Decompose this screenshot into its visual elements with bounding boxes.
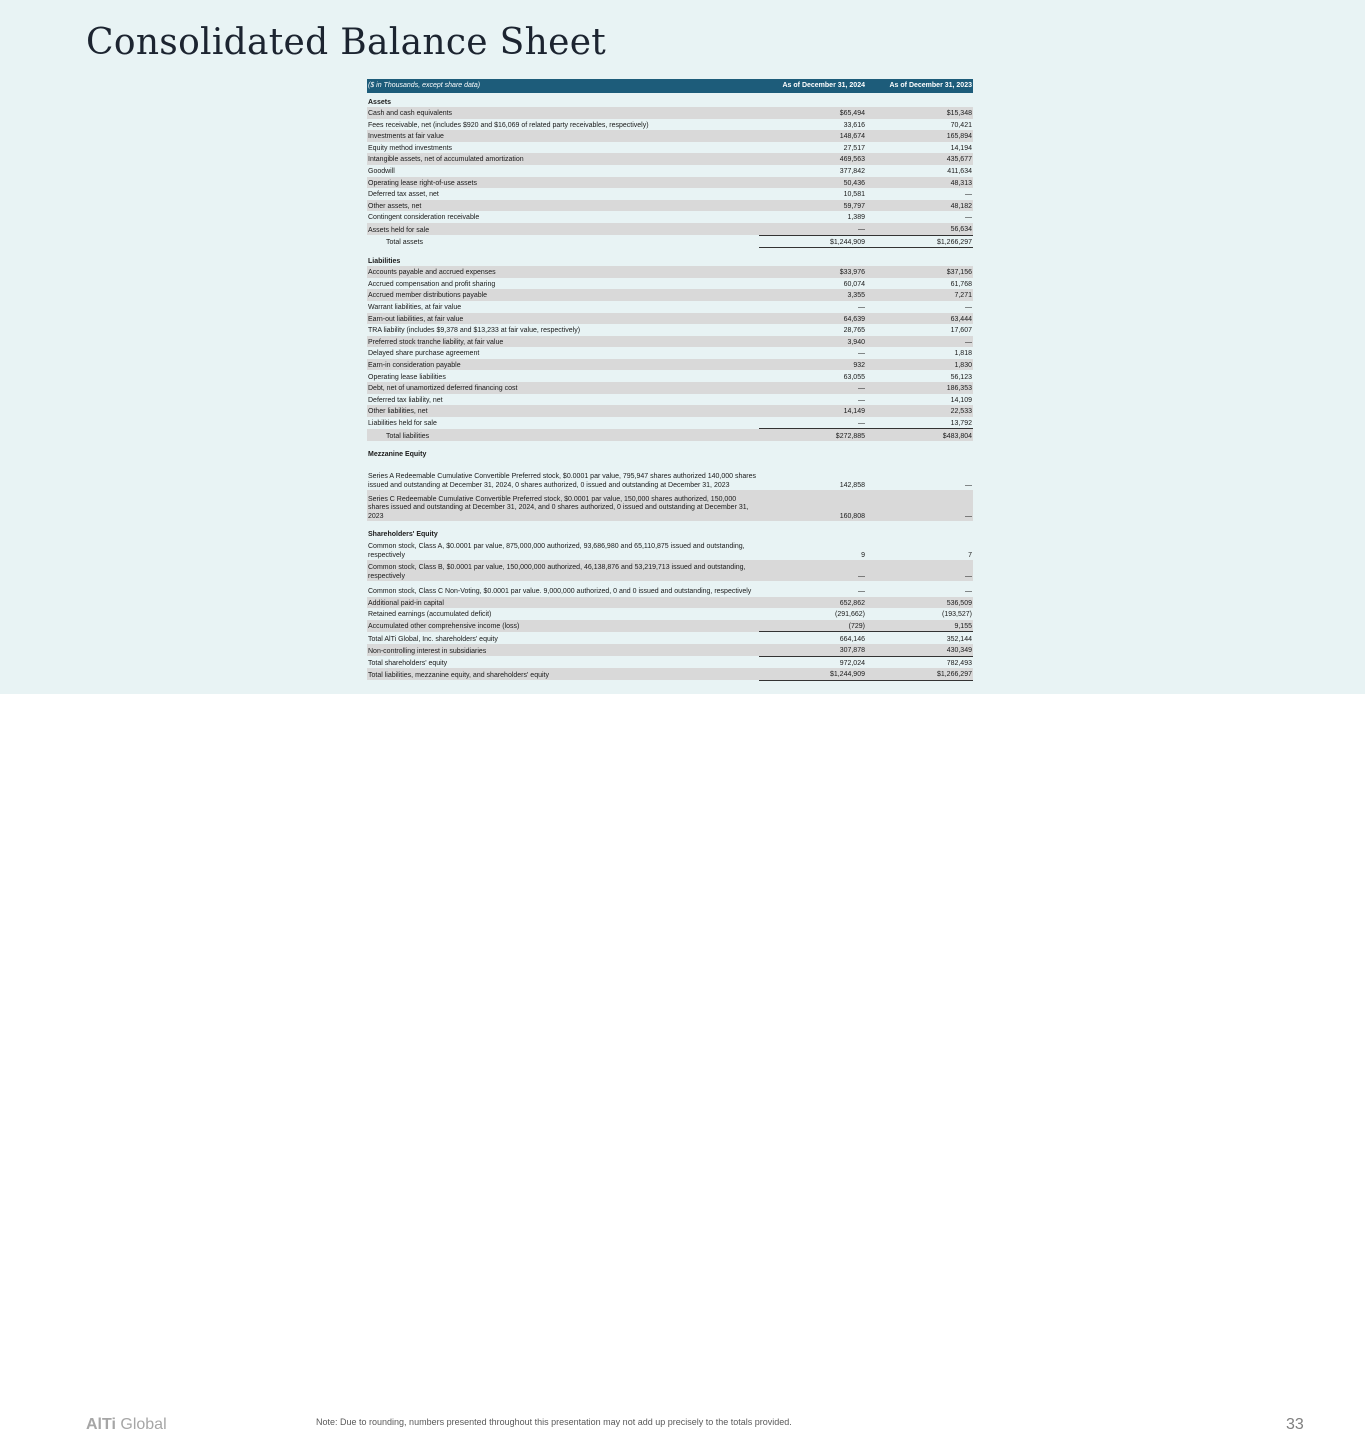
value-2024: — xyxy=(858,588,865,596)
table-row xyxy=(367,620,973,632)
row-label: Contingent consideration receivable xyxy=(368,214,480,222)
table-row xyxy=(367,597,973,609)
value-2024: 59,797 xyxy=(759,200,866,212)
row-label: Total liabilities, mezzanine equity, and shareholders' equity xyxy=(367,668,759,680)
value-2023: 48,313 xyxy=(866,177,973,189)
value-2023: 9,155 xyxy=(866,620,973,632)
company-logo xyxy=(86,1416,167,1434)
logo-bold: AlTi xyxy=(86,1416,116,1433)
value-2023 xyxy=(866,252,973,266)
table-row xyxy=(367,107,973,119)
value-2023: 1,830 xyxy=(866,359,973,371)
value-2024: $65,494 xyxy=(759,107,866,119)
value-2024: 28,765 xyxy=(843,327,865,335)
value-2024: 377,842 xyxy=(839,168,865,176)
table-row xyxy=(367,417,973,429)
row-label: Debt, net of unamortized deferred financing cost xyxy=(367,382,759,394)
table-row xyxy=(367,142,973,154)
row-label: Additional paid-in capital xyxy=(367,597,759,609)
section-header-row xyxy=(367,445,973,459)
value-2024: 10,581 xyxy=(843,191,865,199)
table-row xyxy=(367,177,973,189)
value-2023: 1,818 xyxy=(954,350,972,358)
row-label: Earn-out liabilities, at fair value xyxy=(367,313,759,325)
row-label: TRA liability (includes $9,378 and $13,233 at fair value, respectively) xyxy=(368,327,581,335)
row-label: Earn-in consideration payable xyxy=(367,359,759,371)
value-2023: — xyxy=(965,304,972,311)
page-title: Consolidated Balance Sheet xyxy=(86,22,607,63)
row-label: Common stock, Class A, $0.0001 par value, 875,000,000 authorized, 93,686,980 and 65,110,875 issued and outstanding, respectively xyxy=(368,543,745,559)
total-row xyxy=(367,429,973,441)
value-2024: (291,662) xyxy=(835,611,865,619)
value-2023: $1,266,297 xyxy=(866,668,973,680)
value-2024: (729) xyxy=(759,620,866,632)
value-2024: 664,146 xyxy=(759,632,866,644)
value-2024: 27,517 xyxy=(843,144,865,152)
table-row xyxy=(367,490,973,521)
value-2023: — xyxy=(965,191,972,199)
value-2024: 3,940 xyxy=(759,336,866,348)
value-2023 xyxy=(866,93,973,107)
row-label: Goodwill xyxy=(368,168,395,176)
row-label: Delayed share purchase agreement xyxy=(368,350,480,358)
table-row xyxy=(367,359,973,371)
value-2024: 142,858 xyxy=(839,481,865,489)
row-label: Accumulated other comprehensive income (loss) xyxy=(367,620,759,632)
row-label: Total shareholders' equity xyxy=(368,659,448,667)
value-2023: 48,182 xyxy=(866,200,973,212)
value-2023: 14,109 xyxy=(950,396,972,404)
value-2023: 186,353 xyxy=(866,382,973,394)
value-2023: $1,266,297 xyxy=(866,235,973,248)
table-row xyxy=(367,668,973,680)
section-header-row xyxy=(367,252,973,266)
table-row xyxy=(367,644,973,656)
value-2024: 652,862 xyxy=(759,597,866,609)
row-label: Cash and cash equivalents xyxy=(367,107,759,119)
table-body xyxy=(367,93,973,680)
value-2023 xyxy=(866,445,973,459)
rounding-note: Note: Due to rounding, numbers presented throughout this presentation may not add up precisely to the totals provided. xyxy=(316,1417,792,1427)
value-2024: 63,055 xyxy=(843,373,865,381)
value-2023: 56,123 xyxy=(950,373,972,381)
section-label: Mezzanine Equity xyxy=(368,450,427,458)
balance-sheet-table xyxy=(367,79,973,681)
value-2023: — xyxy=(866,490,973,521)
table-row xyxy=(367,459,973,490)
value-2024 xyxy=(759,525,866,539)
table-row xyxy=(367,130,973,142)
value-2023: — xyxy=(965,588,972,596)
value-2024 xyxy=(759,252,866,266)
row-label: Liabilities held for sale xyxy=(368,420,437,428)
table-row xyxy=(367,336,973,348)
value-2023: 411,634 xyxy=(947,168,972,176)
value-2023: 430,349 xyxy=(866,644,973,656)
value-2024: $1,244,909 xyxy=(759,235,866,248)
row-label: Deferred tax liability, net xyxy=(368,396,443,404)
row-label: Total liabilities xyxy=(367,429,759,441)
value-2023: 61,768 xyxy=(950,280,972,288)
section-label: Assets xyxy=(368,98,391,106)
table-row xyxy=(367,656,973,668)
value-2024: 148,674 xyxy=(759,130,866,142)
header-units-label: ($ in Thousands, except share data) xyxy=(367,79,759,93)
value-2024: $272,885 xyxy=(759,429,866,441)
value-2023: 14,194 xyxy=(950,144,972,152)
value-2024: 1,389 xyxy=(847,214,865,222)
value-2024: 33,616 xyxy=(843,121,865,129)
table-row xyxy=(367,313,973,325)
value-2023: 7,271 xyxy=(866,289,973,301)
row-label: Assets held for sale xyxy=(367,223,759,235)
value-2023: 56,634 xyxy=(866,223,973,235)
value-2024: 9 xyxy=(861,551,865,559)
value-2024: 307,878 xyxy=(759,644,866,656)
value-2023: 63,444 xyxy=(866,313,973,325)
page-number: 33 xyxy=(1286,1416,1304,1433)
section-label: Shareholders' Equity xyxy=(368,530,438,538)
table-row xyxy=(367,211,973,223)
slide-background xyxy=(0,0,1365,694)
value-2024: 60,074 xyxy=(843,280,865,288)
value-2023: 7 xyxy=(968,551,972,559)
table-row xyxy=(367,266,973,278)
value-2024 xyxy=(759,445,866,459)
header-col-2024: As of December 31, 2024 xyxy=(759,79,866,93)
value-2023 xyxy=(866,525,973,539)
value-2024: — xyxy=(858,419,865,427)
value-2023: $37,156 xyxy=(866,266,973,278)
row-label: Non-controlling interest in subsidiaries xyxy=(367,644,759,656)
table-row xyxy=(367,382,973,394)
value-2024: 14,149 xyxy=(759,405,866,417)
row-label: Other liabilities, net xyxy=(367,405,759,417)
value-2024: 50,436 xyxy=(759,177,866,189)
row-label: Operating lease right-of-use assets xyxy=(367,177,759,189)
row-label: Fees receivable, net (includes $920 and $16,069 of related party receivables, respectively) xyxy=(368,121,649,129)
table-row xyxy=(367,632,973,644)
value-2023: 17,607 xyxy=(950,327,972,335)
table-row xyxy=(367,301,973,313)
row-label: Operating lease liabilities xyxy=(368,373,446,381)
row-label: Common stock, Class C Non-Voting, $0.0001 par value. 9,000,000 authorized, 0 and 0 issued and outstanding, respectively xyxy=(368,588,752,596)
table-row xyxy=(367,278,973,290)
value-2024: 3,355 xyxy=(759,289,866,301)
table-row xyxy=(367,200,973,212)
table-row xyxy=(367,347,973,359)
footer xyxy=(0,694,1365,1433)
value-2024: 469,563 xyxy=(759,153,866,165)
value-2023: (193,527) xyxy=(942,611,972,619)
table-row xyxy=(367,560,973,581)
value-2024: — xyxy=(858,396,865,404)
row-label: Warrant liabilities, at fair value xyxy=(368,304,462,311)
table-row xyxy=(367,394,973,406)
value-2023: — xyxy=(965,481,972,489)
value-2023: 13,792 xyxy=(950,419,972,427)
table-row xyxy=(367,539,973,560)
value-2023: 536,509 xyxy=(866,597,973,609)
row-label: Total AlTi Global, Inc. shareholders' equity xyxy=(368,635,498,643)
row-label: Series C Redeemable Cumulative Convertible Preferred stock, $0.0001 par value, 150,000 shares authorized, 150,000 shares issued and outstanding at December 31, 2024, and 0 shares authorized, 0 issued and outstanding at December 31, 2023 xyxy=(367,490,759,521)
logo-rest: Global xyxy=(115,1416,167,1433)
table-row xyxy=(367,223,973,235)
value-2024: $1,244,909 xyxy=(759,668,866,680)
table-row xyxy=(367,188,973,200)
section-header-row xyxy=(367,93,973,107)
value-2023: 22,533 xyxy=(866,405,973,417)
row-label: Equity method investments xyxy=(368,144,453,152)
value-2023: 352,144 xyxy=(866,632,973,644)
value-2024: — xyxy=(759,382,866,394)
row-label: Investments at fair value xyxy=(367,130,759,142)
value-2023: — xyxy=(965,214,972,222)
table-row xyxy=(367,405,973,417)
value-2024: — xyxy=(858,350,865,358)
header-col-2023: As of December 31, 2023 xyxy=(866,79,973,93)
row-label: Preferred stock tranche liability, at fair value xyxy=(367,336,759,348)
row-label: Accrued compensation and profit sharing xyxy=(368,280,496,288)
row-label: Series A Redeemable Cumulative Convertible Preferred stock, $0.0001 par value, 795,947 shares authorized 140,000 shares issued and outstanding at December 31, 2024, 0 shares authorized, 0 issued and outstanding at December 31, 2023 xyxy=(368,473,756,489)
total-row xyxy=(367,235,973,248)
row-label: Intangible assets, net of accumulated amortization xyxy=(367,153,759,165)
value-2023: — xyxy=(866,560,973,581)
value-2024: — xyxy=(858,304,865,311)
value-2023: $15,348 xyxy=(866,107,973,119)
section-header-row xyxy=(367,525,973,539)
table-row xyxy=(367,585,973,597)
value-2024: — xyxy=(759,560,866,581)
row-label: Retained earnings (accumulated deficit) xyxy=(368,611,492,619)
value-2024 xyxy=(759,93,866,107)
table-row xyxy=(367,153,973,165)
value-2023: 165,894 xyxy=(866,130,973,142)
value-2023: — xyxy=(866,336,973,348)
value-2024: — xyxy=(759,223,866,235)
value-2023: 435,677 xyxy=(866,153,973,165)
value-2024: 64,639 xyxy=(759,313,866,325)
row-label: Accrued member distributions payable xyxy=(367,289,759,301)
value-2023: 782,493 xyxy=(866,656,973,668)
value-2023: 70,421 xyxy=(950,121,972,129)
row-label: Total assets xyxy=(386,239,423,247)
row-label: Common stock, Class B, $0.0001 par value, 150,000,000 authorized, 46,138,876 and 53,219,713 issued and outstanding, respectively xyxy=(367,560,759,581)
row-label: Other assets, net xyxy=(367,200,759,212)
table-row xyxy=(367,289,973,301)
table-header-row xyxy=(367,79,973,93)
value-2024: 160,808 xyxy=(759,490,866,521)
value-2024: 972,024 xyxy=(759,656,866,668)
value-2024: $33,976 xyxy=(759,266,866,278)
table-row xyxy=(367,370,973,382)
value-2024: 932 xyxy=(759,359,866,371)
table-row xyxy=(367,608,973,620)
value-2023: $483,804 xyxy=(866,429,973,441)
row-label: Accounts payable and accrued expenses xyxy=(367,266,759,278)
table-row xyxy=(367,324,973,336)
table-row xyxy=(367,165,973,177)
section-label: Liabilities xyxy=(368,257,401,265)
row-label: Deferred tax asset, net xyxy=(368,191,439,199)
table-row xyxy=(367,119,973,131)
